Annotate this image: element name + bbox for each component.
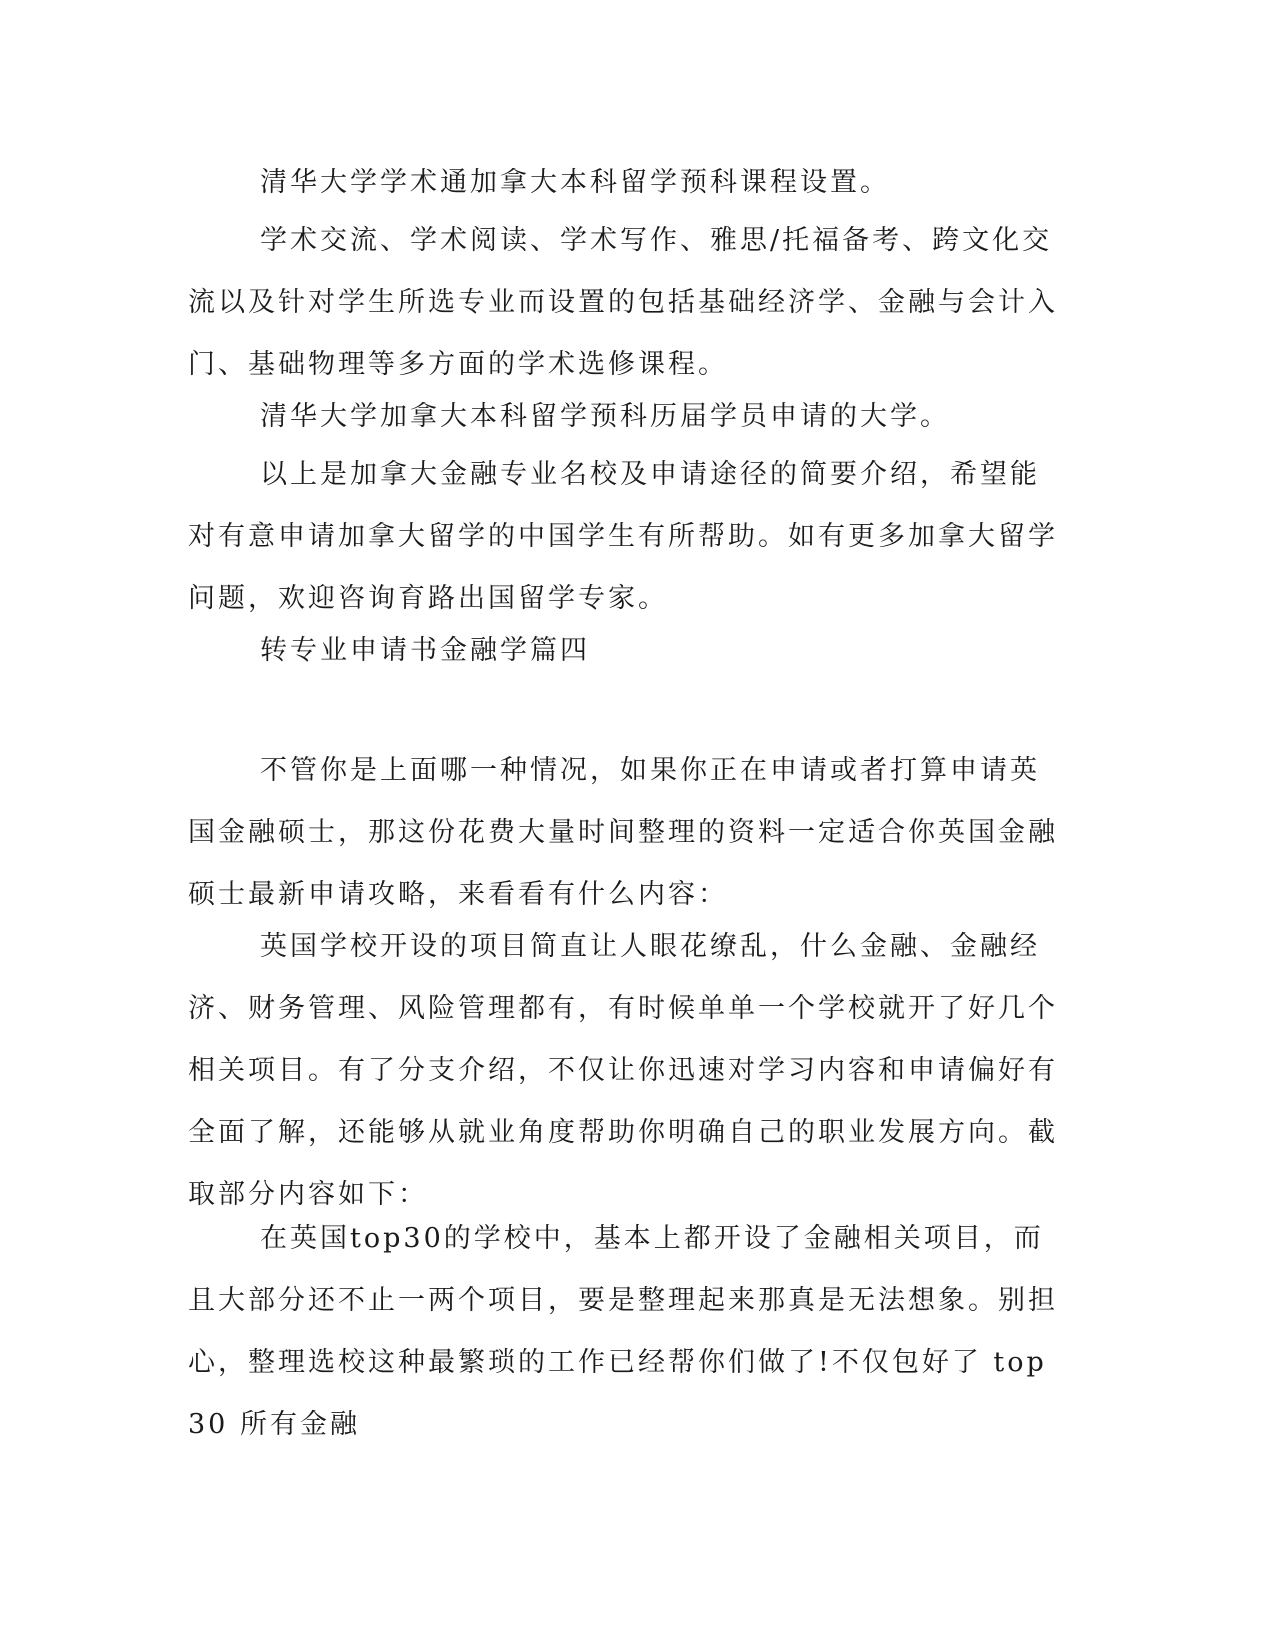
paragraph-course-list: 学术交流、学术阅读、学术写作、雅思/托福备考、跨文化交流以及针对学生所选专业而设置的包括基础经济学、金融与会计入门、基础物理等多方面的学术选修课程。	[188, 225, 1058, 380]
paragraph-uk-programs: 英国学校开设的项目简直让人眼花缭乱，什么金融、金融经济、财务管理、风险管理都有，有时候单单一个学校就开了好几个相关项目。有了分支介绍，不仅让你迅速对学习内容和申请偏好有全面了解，还能够从就业角度帮助你明确自己的职业发展方向。截取部分内容如下：	[188, 931, 1058, 1210]
paragraph-summary: 以上是加拿大金融专业名校及申请途径的简要介绍，希望能对有意申请加拿大留学的中国学生有所帮助。如有更多加拿大留学问题，欢迎咨询育路出国留学专家。	[188, 459, 1058, 614]
paragraph-prep-course-title: 清华大学学术通加拿大本科留学预科课程设置。	[260, 167, 890, 198]
paragraph-uk-finance-intro: 不管你是上面哪一种情况，如果你正在申请或者打算申请英国金融硕士，那这份花费大量时间整理的资料一定适合你英国金融硕士最新申请攻略，来看看有什么内容：	[188, 755, 1058, 910]
paragraph-top30: 在英国top30的学校中，基本上都开设了金融相关项目，而且大部分还不止一两个项目，要是整理起来那真是无法想象。别担心，整理选校这种最繁琐的工作已经帮你们做了!不仅包好了 top 30 所有金融	[188, 1223, 1058, 1440]
paragraph-universities: 清华大学加拿大本科留学预科历届学员申请的大学。	[260, 401, 950, 432]
section-heading: 转专业申请书金融学篇四	[260, 635, 590, 666]
